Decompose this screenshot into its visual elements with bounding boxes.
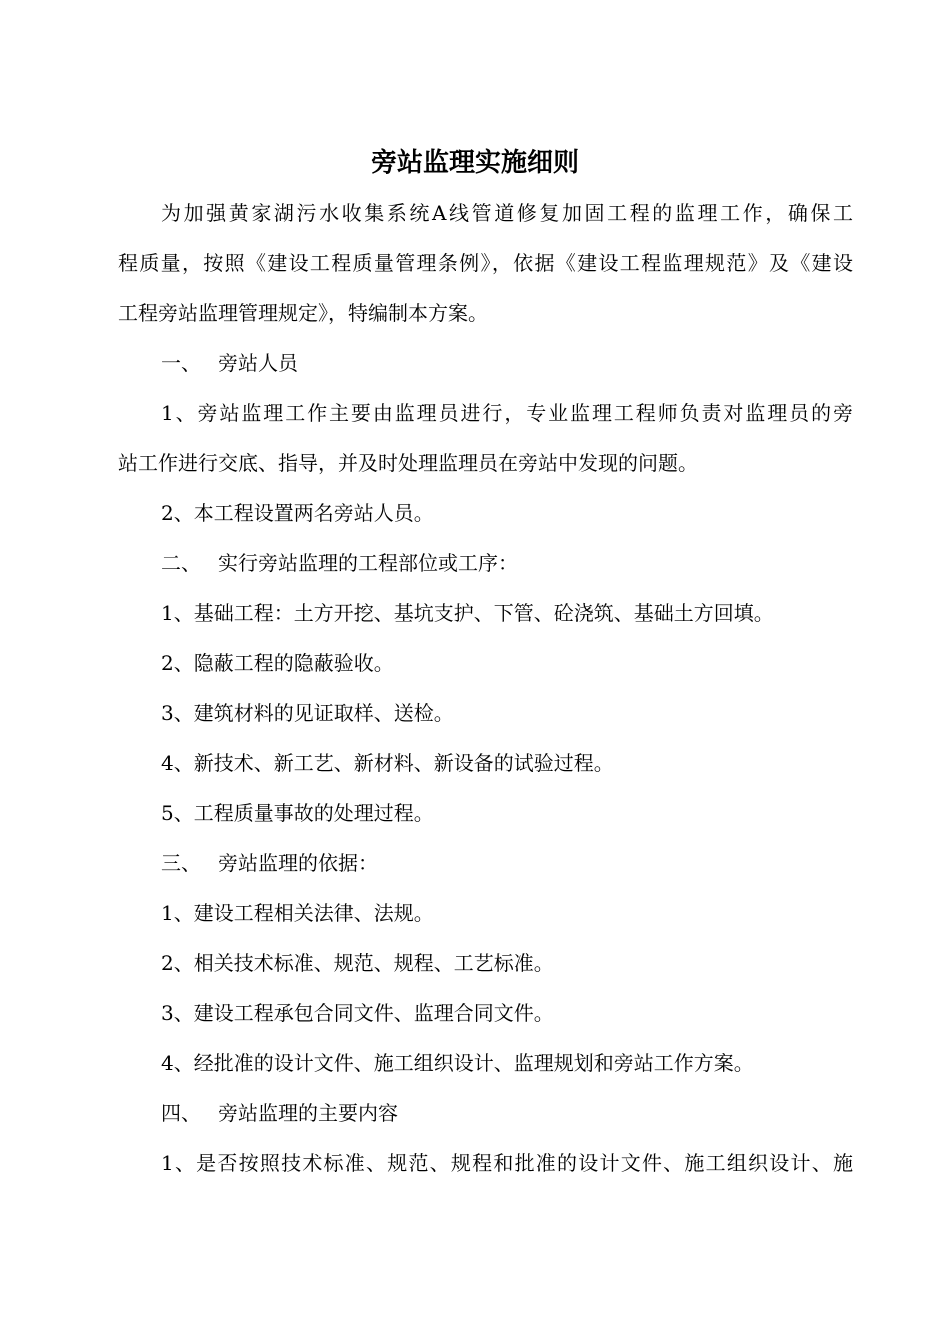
section-heading [161, 1098, 398, 1128]
body-line: 站工作进行交底、指导，并及时处理监理员在旁站中发现的问题。 [118, 451, 698, 475]
section-number: 一、 [161, 351, 201, 375]
section-title: 实行旁站监理的工程部位或工序： [218, 551, 518, 575]
body-line: 3、建筑材料的见证取样、送检。 [161, 701, 454, 725]
body-line: 4、新技术、新工艺、新材料、新设备的试验过程。 [161, 751, 614, 775]
section-heading [161, 848, 378, 878]
body-line: 1、旁站监理工作主要由监理员进行，专业监理工程师负责对监理员的旁 [161, 401, 853, 425]
body-line: 1、建设工程相关法律、法规。 [161, 901, 434, 925]
section-title: 旁站监理的依据： [218, 851, 378, 875]
body-line: 2、隐蔽工程的隐蔽验收。 [161, 651, 394, 675]
body-line: 1、是否按照技术标准、规范、规程和批准的设计文件、施工组织设计、施 [161, 1151, 853, 1175]
section-title: 旁站人员 [218, 351, 298, 375]
body-line: 2、相关技术标准、规范、规程、工艺标准。 [161, 951, 554, 975]
body-line: 2、本工程设置两名旁站人员。 [161, 501, 434, 525]
body-line: 4、经批准的设计文件、施工组织设计、监理规划和旁站工作方案。 [161, 1051, 754, 1075]
body-line: 1、基础工程：土方开挖、基坑支护、下管、砼浇筑、基础土方回填。 [161, 601, 774, 625]
body-line: 5、工程质量事故的处理过程。 [161, 801, 434, 825]
document-title: 旁站监理实施细则 [370, 148, 579, 178]
intro-line: 工程旁站监理管理规定》，特编制本方案。 [118, 301, 488, 325]
section-heading [161, 348, 298, 378]
body-line: 3、建设工程承包合同文件、监理合同文件。 [161, 1001, 554, 1025]
intro-line: 程质量，按照《建设工程质量管理条例》，依据《建设工程监理规范》及《建设 [118, 251, 853, 275]
section-heading [161, 548, 518, 578]
section-number: 二、 [161, 551, 201, 575]
section-number: 三、 [161, 851, 201, 875]
intro-line: 为加强黄家湖污水收集系统A线管道修复加固工程的监理工作，确保工 [161, 201, 853, 225]
section-title: 旁站监理的主要内容 [218, 1101, 398, 1125]
section-number: 四、 [161, 1101, 201, 1125]
